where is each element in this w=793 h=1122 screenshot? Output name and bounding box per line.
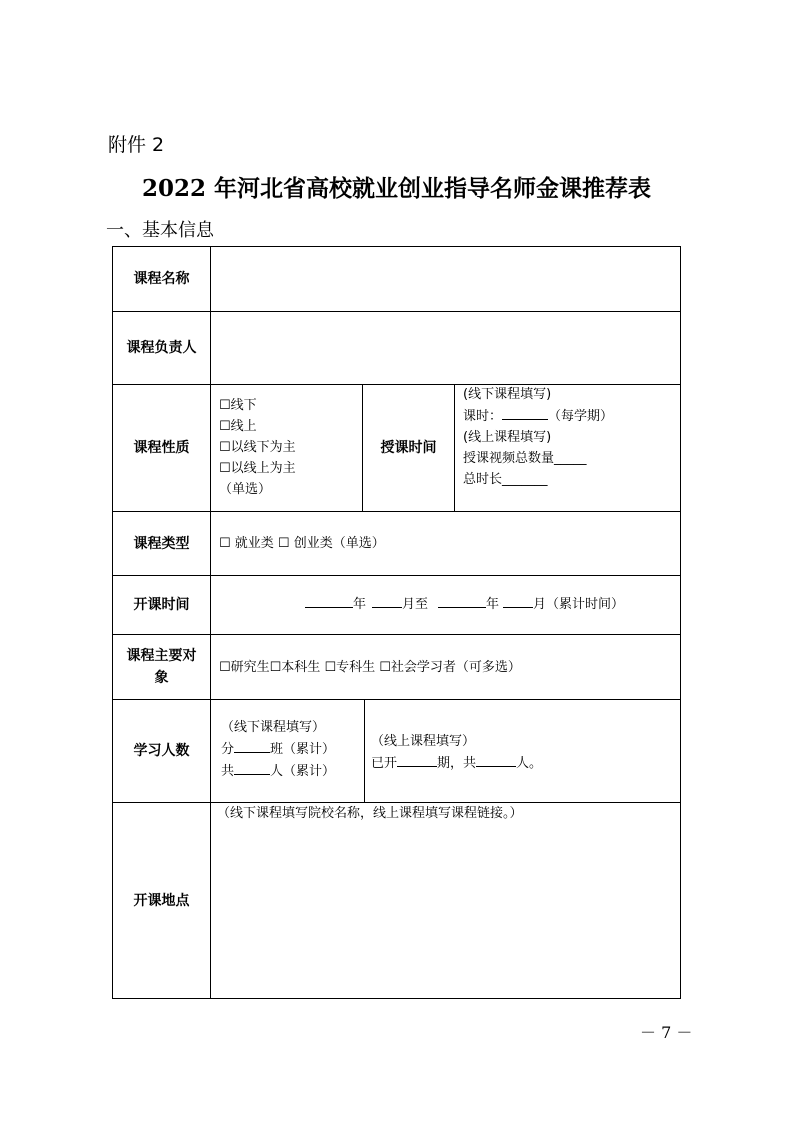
location-label: 开课地点 <box>133 893 190 909</box>
audience-options[interactable]: ☐研究生☐本科生 ☐专科生 ☐社会学习者（可多选） <box>219 660 521 675</box>
option-offline[interactable]: ☐线下 <box>219 398 257 413</box>
opened-prefix: 已开 <box>371 756 398 771</box>
recommendation-form-table <box>112 246 681 999</box>
month-suffix-text: 月（累计时间） <box>533 597 625 612</box>
learners-label: 学习人数 <box>133 743 190 759</box>
column-divider <box>454 384 455 511</box>
offline-learners-note: （线下课程填写） <box>221 720 326 735</box>
course-nature-options <box>219 395 296 500</box>
total-duration-line[interactable]: 总时长_______ <box>463 472 548 487</box>
course-name-field[interactable] <box>211 247 681 311</box>
option-online[interactable]: ☐线上 <box>219 419 257 434</box>
hours-blank[interactable] <box>502 405 548 420</box>
end-year-blank[interactable] <box>438 593 486 608</box>
location-note: （线下课程填写院校名称，线上课程填写课程链接。） <box>217 806 523 821</box>
course-type-options[interactable]: ☐ 就业类 ☐ 创业类（单选） <box>219 536 385 551</box>
hours-prefix: 课时： <box>463 409 503 424</box>
online-learners <box>371 731 542 774</box>
teaching-time-details <box>463 384 613 490</box>
start-year-blank[interactable] <box>305 593 353 608</box>
course-lead-field[interactable] <box>211 312 681 384</box>
open-time-field <box>305 593 624 615</box>
hours-suffix: （每学期） <box>548 409 614 424</box>
column-divider <box>364 699 365 802</box>
people-count-line <box>221 760 335 782</box>
offline-note: (线下课程填写) <box>463 387 552 402</box>
people-count-blank[interactable] <box>234 760 270 775</box>
people-suffix: 人（累计） <box>270 764 336 779</box>
class-count-blank[interactable] <box>234 738 270 753</box>
section-heading: 一、基本信息 <box>106 220 214 241</box>
month-to-text: 月至 <box>402 597 429 612</box>
online-note: (线上课程填写) <box>463 430 552 445</box>
end-month-blank[interactable] <box>503 593 533 608</box>
form-title: 2022 年河北省高校就业创业指导名师金课推荐表 <box>141 175 652 202</box>
year2-text: 年 <box>486 597 500 612</box>
online-learners-note: （线上课程填写） <box>371 734 476 749</box>
year-text: 年 <box>353 597 367 612</box>
period-mid: 期，共 <box>437 756 477 771</box>
course-nature-label: 课程性质 <box>133 440 190 456</box>
page-number: － 7 － <box>640 1023 693 1042</box>
online-people-blank[interactable] <box>476 752 516 767</box>
course-type-label: 课程类型 <box>133 535 190 552</box>
attachment-label: 附件 2 <box>108 134 165 156</box>
period-count-blank[interactable] <box>397 752 437 767</box>
class-prefix: 分 <box>221 742 235 757</box>
class-hours-line <box>463 405 613 427</box>
online-learners-line <box>371 752 542 774</box>
location-field[interactable] <box>211 827 681 999</box>
teaching-time-label: 授课时间 <box>380 440 437 456</box>
course-name-label: 课程名称 <box>133 271 190 287</box>
option-mainly-online[interactable]: ☐以线上为主 <box>219 461 296 476</box>
class-suffix: 班（累计） <box>270 742 336 757</box>
audience-label: 课程主要对象 <box>126 648 197 686</box>
option-mainly-offline[interactable]: ☐以线下为主 <box>219 440 296 455</box>
open-time-label: 开课时间 <box>133 597 190 613</box>
offline-learners <box>221 717 335 782</box>
people-prefix: 共 <box>221 764 235 779</box>
class-count-line <box>221 738 335 760</box>
single-choice-note: （单选） <box>219 482 272 497</box>
people-end: 人。 <box>516 756 543 771</box>
video-count-line[interactable]: 授课视频总数量_____ <box>463 451 587 466</box>
course-lead-label: 课程负责人 <box>126 340 197 356</box>
start-month-blank[interactable] <box>372 593 402 608</box>
